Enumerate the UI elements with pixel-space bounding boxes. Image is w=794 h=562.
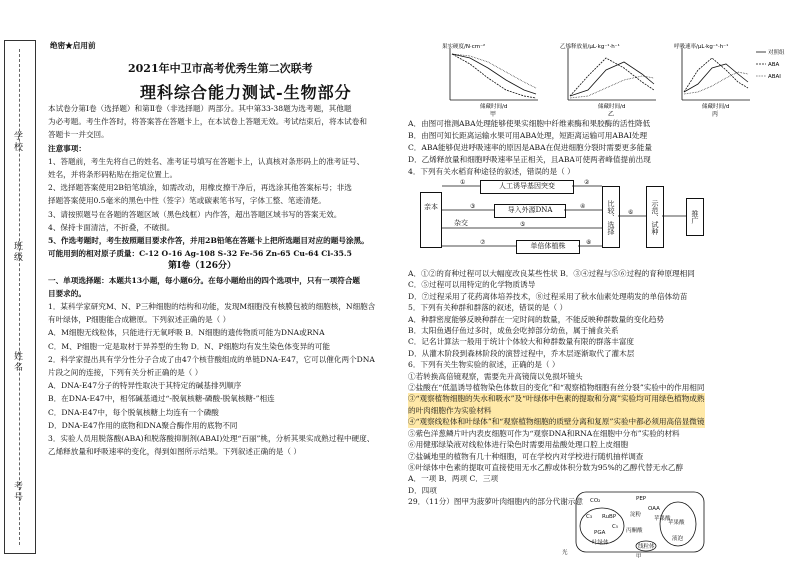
left-line-5: 姓名，并将条形码粘贴在指定位置上。 <box>48 170 178 180</box>
right-line-7: D．⑦过程采用了花药离体培养技术，⑧过程采用了秋水仙素处理萌发的单倍体幼苗 <box>408 291 688 301</box>
legend-abai: ABAI <box>768 74 781 80</box>
left-line-12: 第Ⅰ卷（126分） <box>168 261 236 272</box>
chart-letter-yi: 乙 <box>608 111 615 118</box>
left-line-10: 5、作选考题时，考生按照题目要求作答，并用2B铅笔在答题卡上把所选题目对应的题号涂黑。 <box>48 236 369 246</box>
side-label-id: 考号 <box>12 481 22 503</box>
left-line-16: 有叶绿体，P细胞能合成糖原。下列叙述正确的是（ ） <box>48 315 231 325</box>
left-line-20: 片段之间的连接，下列有关分析正确的是（ ） <box>48 368 203 378</box>
cell-label-mitochondria: 线粒体 <box>638 544 655 550</box>
flow-foreign-dna: 导入外源DNA <box>494 204 566 218</box>
right-line-12: D．从灌木阶段到森林阶段的演替过程中，乔木层逐渐取代了灌木层 <box>408 348 635 358</box>
flow-arrows <box>420 178 730 264</box>
step-8: ⑧ <box>586 239 592 246</box>
chart-xlabel-ethylene: 储藏时间/d <box>598 104 626 110</box>
side-label-name: 姓名 <box>12 351 22 373</box>
chart-legend <box>756 48 785 80</box>
left-line-11: 可能用到的相对原子质量：C-12 O-16 Ag-108 S-32 Fe-56 Zn-65 Cu-64 Cl-35.5 <box>48 249 352 259</box>
chart-panel-hardness <box>442 42 538 118</box>
right-line-1: B．由图可知长距离运输水果可用ABA处理，短距离运输可用ABAI处理 <box>408 131 648 140</box>
chart-letter-bing: 丙 <box>712 111 719 118</box>
cell-diagram-svg <box>562 488 712 558</box>
left-line-13: 一、单项选择题：本题共13小题，每小题6分。在每小题给出的四个选项中，只有一项符合题 <box>48 275 361 285</box>
left-line-14: 目要求的。 <box>48 288 86 298</box>
cell-label-light: 光 <box>562 550 568 556</box>
cell-label-c5: C₅ <box>612 524 619 530</box>
cell-label-rubp: RuBP <box>602 514 617 520</box>
side-label-school: 学校 <box>12 131 22 153</box>
chart-ylabel-hardness: 果实硬度/N·cm⁻² <box>442 44 486 50</box>
cell-label-pyruvate: 丙酮酸 <box>626 528 643 534</box>
right-line-21: ⑦盐碱地里的植物有几十种细胞，可在学校内对学校进行随机抽样调查 <box>408 451 644 461</box>
chart-xlabel-hardness: 储藏时间/d <box>480 104 508 110</box>
cell-label-c3: C₃ <box>586 514 593 520</box>
right-line-6: C．⑤过程可以用特定的化学物质诱导 <box>408 280 536 290</box>
step-4: ④ <box>580 203 586 210</box>
right-line-22: ⑧叶绿体中色素的提取可直接使用无水乙醇或体积分数为95%的乙醇代替无水乙醇 <box>408 462 684 472</box>
cell-metabolism-diagram <box>562 488 712 558</box>
step-6: ⑥ <box>628 209 634 216</box>
cell-label-pep: PEP <box>636 496 647 502</box>
left-line-15: 1．某科学家研究M、N、P三种细胞的结构和功能，发现M细胞没有核膜包被的细胞核，N细胞含 <box>48 302 376 312</box>
step-7: ⑦ <box>480 239 486 246</box>
cell-label-co2: CO₂ <box>590 498 601 504</box>
cell-label-oaa: OAA <box>648 506 660 512</box>
right-line-25: 29．（11分）图甲为菠萝叶肉细胞内的部分代谢示意 <box>408 497 583 507</box>
right-line-10: B．太阳鱼遇仔鱼过多时，成鱼会吃掉部分幼鱼，属于捕食关系 <box>408 326 619 336</box>
flow-parent: 亲本 <box>420 192 442 248</box>
left-line-23: C．DNA-E47中，每个脱氧核糖上均连有一个磷酸 <box>48 407 219 417</box>
right-line-14: ①若转换高倍镜观察，需要先升高镜筒以免损坏镜头 <box>408 371 583 381</box>
chart-panel-ethylene <box>560 42 656 118</box>
exam-subtitle: 理科综合能力测试-生物部分 <box>140 83 352 102</box>
left-line-26: 乙烯释放量和呼吸速率的变化，得到如图所示结果。下列叙述正确的是（ ） <box>48 447 302 457</box>
chart-ylabel-ethylene: 乙烯释放量/μL·kg⁻¹·h⁻¹ <box>560 44 620 50</box>
step-2: ② <box>584 179 590 186</box>
flow-compare: 比较、选择 <box>602 186 620 248</box>
right-line-20: ⑥用健那绿染液对线粒体进行染色时需要用盐酸处理口腔上皮细胞 <box>408 440 629 450</box>
legend-aba: ABA <box>768 62 780 68</box>
left-column <box>48 102 375 458</box>
left-line-22: B．在DNA-E47中，相邻碱基通过“-脱氧核糖-磷酸-脱氧核糖-”相连 <box>48 394 275 404</box>
flow-cross: 杂交 <box>454 219 468 227</box>
left-line-21: A．DNA-E47分子的特异性取决于其特定的碱基排列顺序 <box>48 381 242 391</box>
right-line-17: 的叶肉细胞作为实验材料 <box>408 405 705 416</box>
right-line-3: D．乙烯释放量和细胞呼吸速率呈正相关，且ABA可使两者峰值提前出现 <box>408 155 651 164</box>
left-line-18: C．M、P细胞一定是取材于异养型的生物 D．N、P细胞均有发生染色体变异的可能 <box>48 341 330 351</box>
side-label-class: 班级 <box>12 241 22 263</box>
cell-label-malate-2: 苹果酸 <box>668 520 685 526</box>
cut-line <box>19 49 20 545</box>
left-line-0: 本试卷分第Ⅰ卷（选择题）和第Ⅱ卷（非选择题）两部分。其中第33-38题为选考题，其他题 <box>48 104 352 113</box>
step-3: ③ <box>470 203 476 210</box>
left-line-2: 答题卡一并交回。 <box>48 130 109 140</box>
right-line-16: ③“观察植物细胞的失水和吸水”及“叶绿体中色素的提取和分离”实验均可用绿色植物成熟 <box>408 394 705 404</box>
left-line-7: 择题答案使用0.5毫米的黑色中性（签字）笔或碳素笔书写，字体工整、笔迹清楚。 <box>48 196 326 206</box>
left-line-6: 2、选择题答案使用2B铅笔填涂，如需改动，用橡皮擦干净后，再选涂其他答案标号；非选 <box>48 183 352 193</box>
left-line-1: 为必考题。考生作答时，将答案答在答题卡上，在本试卷上答题无效。考试结束后，将本试卷和 <box>48 117 367 127</box>
chart-panel-respiration <box>674 42 750 118</box>
right-line-0: A．由图可推测ABA处理能够使果实细胞中纤维素酶和果胶酶的活性降低 <box>408 119 651 128</box>
left-line-9: 4、保持卡面清洁，不折叠，不破损。 <box>48 222 175 232</box>
left-line-25: 3．实验人员用脱落酸(ABA)和脱落酸抑制剂(ABAI)处理“百丽”桃，分析其果实成熟过程中硬度、 <box>48 434 375 444</box>
flow-trial: 示范、试种 <box>646 186 664 248</box>
cell-label-starch: 淀粉 <box>630 512 642 518</box>
secret-mark: 绝密★启用前 <box>50 41 96 50</box>
right-line-9: A．种群密度能够反映种群在一定时间的数量，不能反映种群数量的变化趋势 <box>408 314 665 324</box>
right-line-13: 6．下列有关生物实验的叙述，正确的是（ ） <box>408 360 560 370</box>
right-column-bottom <box>408 268 705 508</box>
cell-label-vacuole: 液泡 <box>672 536 684 542</box>
right-line-8: 5．下列有关种群和群落的叙述，错误的是（ ） <box>408 303 568 313</box>
step-5: ⑤ <box>520 221 526 228</box>
right-line-19: ⑤紫色洋葱鳞片叶内表皮细胞可作为“观察DNA和RNA在细胞中分布”实验的材料 <box>408 428 680 438</box>
chart-xlabel-respiration: 储藏时间/d <box>702 104 730 110</box>
left-line-17: A．M细胞无线粒体，只能进行无氧呼吸 B．N细胞的遗传物质可能为DNA或RNA <box>48 328 325 338</box>
flow-promote: 推广 <box>686 198 704 236</box>
right-line-23: A．一项 B．两项 C．三项 <box>408 474 499 484</box>
right-line-11: C．记名计算法一般用于统计个体较大和种群数量有限的群落丰富度 <box>408 337 635 347</box>
flow-mutation: 人工诱导基因突变 <box>480 180 574 194</box>
flow-haploid: 单倍体植株 <box>516 240 580 254</box>
step-1: ① <box>460 179 466 186</box>
cell-label-malate-1: 苹果酸 <box>654 516 671 522</box>
legend-control: 对照组 <box>768 50 785 56</box>
left-line-3: 注意事项： <box>48 143 86 153</box>
right-line-2: C．ABA能够促进呼吸速率的原因是ABA在促进细胞分裂时需要更多能量 <box>408 143 652 152</box>
cell-label-jia: 甲 <box>636 554 642 558</box>
left-line-8: 3、请按照题号在各题的答题区域（黑色线框）内作答，超出答题区域书写的答案无效。 <box>48 209 342 219</box>
breeding-flow-diagram <box>420 178 730 264</box>
right-line-24: D．四项 <box>408 485 437 495</box>
cell-label-pga: PGA <box>594 530 606 536</box>
right-line-4: 4．下列有关水稻育种途径的叙述，错误的是（ ） <box>408 167 575 176</box>
right-column-top <box>408 118 652 178</box>
right-line-18: ④“观察线粒体和叶绿体”和“观察植物细胞的质壁分离和复原”实验中都必须用高倍显微镜 <box>408 417 705 427</box>
right-line-5: A．①②的育种过程可以大幅度改良某些性状 B．③④过程与⑤⑥过程的育种原理相同 <box>408 269 695 278</box>
binding-strip <box>4 40 36 554</box>
cell-label-chloroplast: 叶绿体 <box>592 540 609 546</box>
fruit-charts <box>420 40 792 118</box>
left-line-19: 2．科学家提出具有学分性分子合成了由47个核苷酸组成的单链DNA-E47，它可以催化两个DNA <box>48 354 375 364</box>
left-line-24: D．DNA-E47作用的底物和DNA聚合酶作用的底物不同 <box>48 420 238 430</box>
chart-letter-jia: 甲 <box>490 111 497 118</box>
left-line-4: 1、答题前，考生先将自己的姓名、准考证号填写在答题卡上，认真核对条形码上的准考证号、 <box>48 156 365 166</box>
exam-title: 2021年中卫市高考优秀生第二次联考 <box>128 62 313 75</box>
chart-ylabel-respiration: 呼吸速率/μL·kg⁻¹·h⁻¹ <box>674 44 729 50</box>
right-line-15: ②盐酸在“低温诱导植物染色体数目的变化”和“观察植物细胞有丝分裂”实验中的作用相同 <box>408 383 705 393</box>
